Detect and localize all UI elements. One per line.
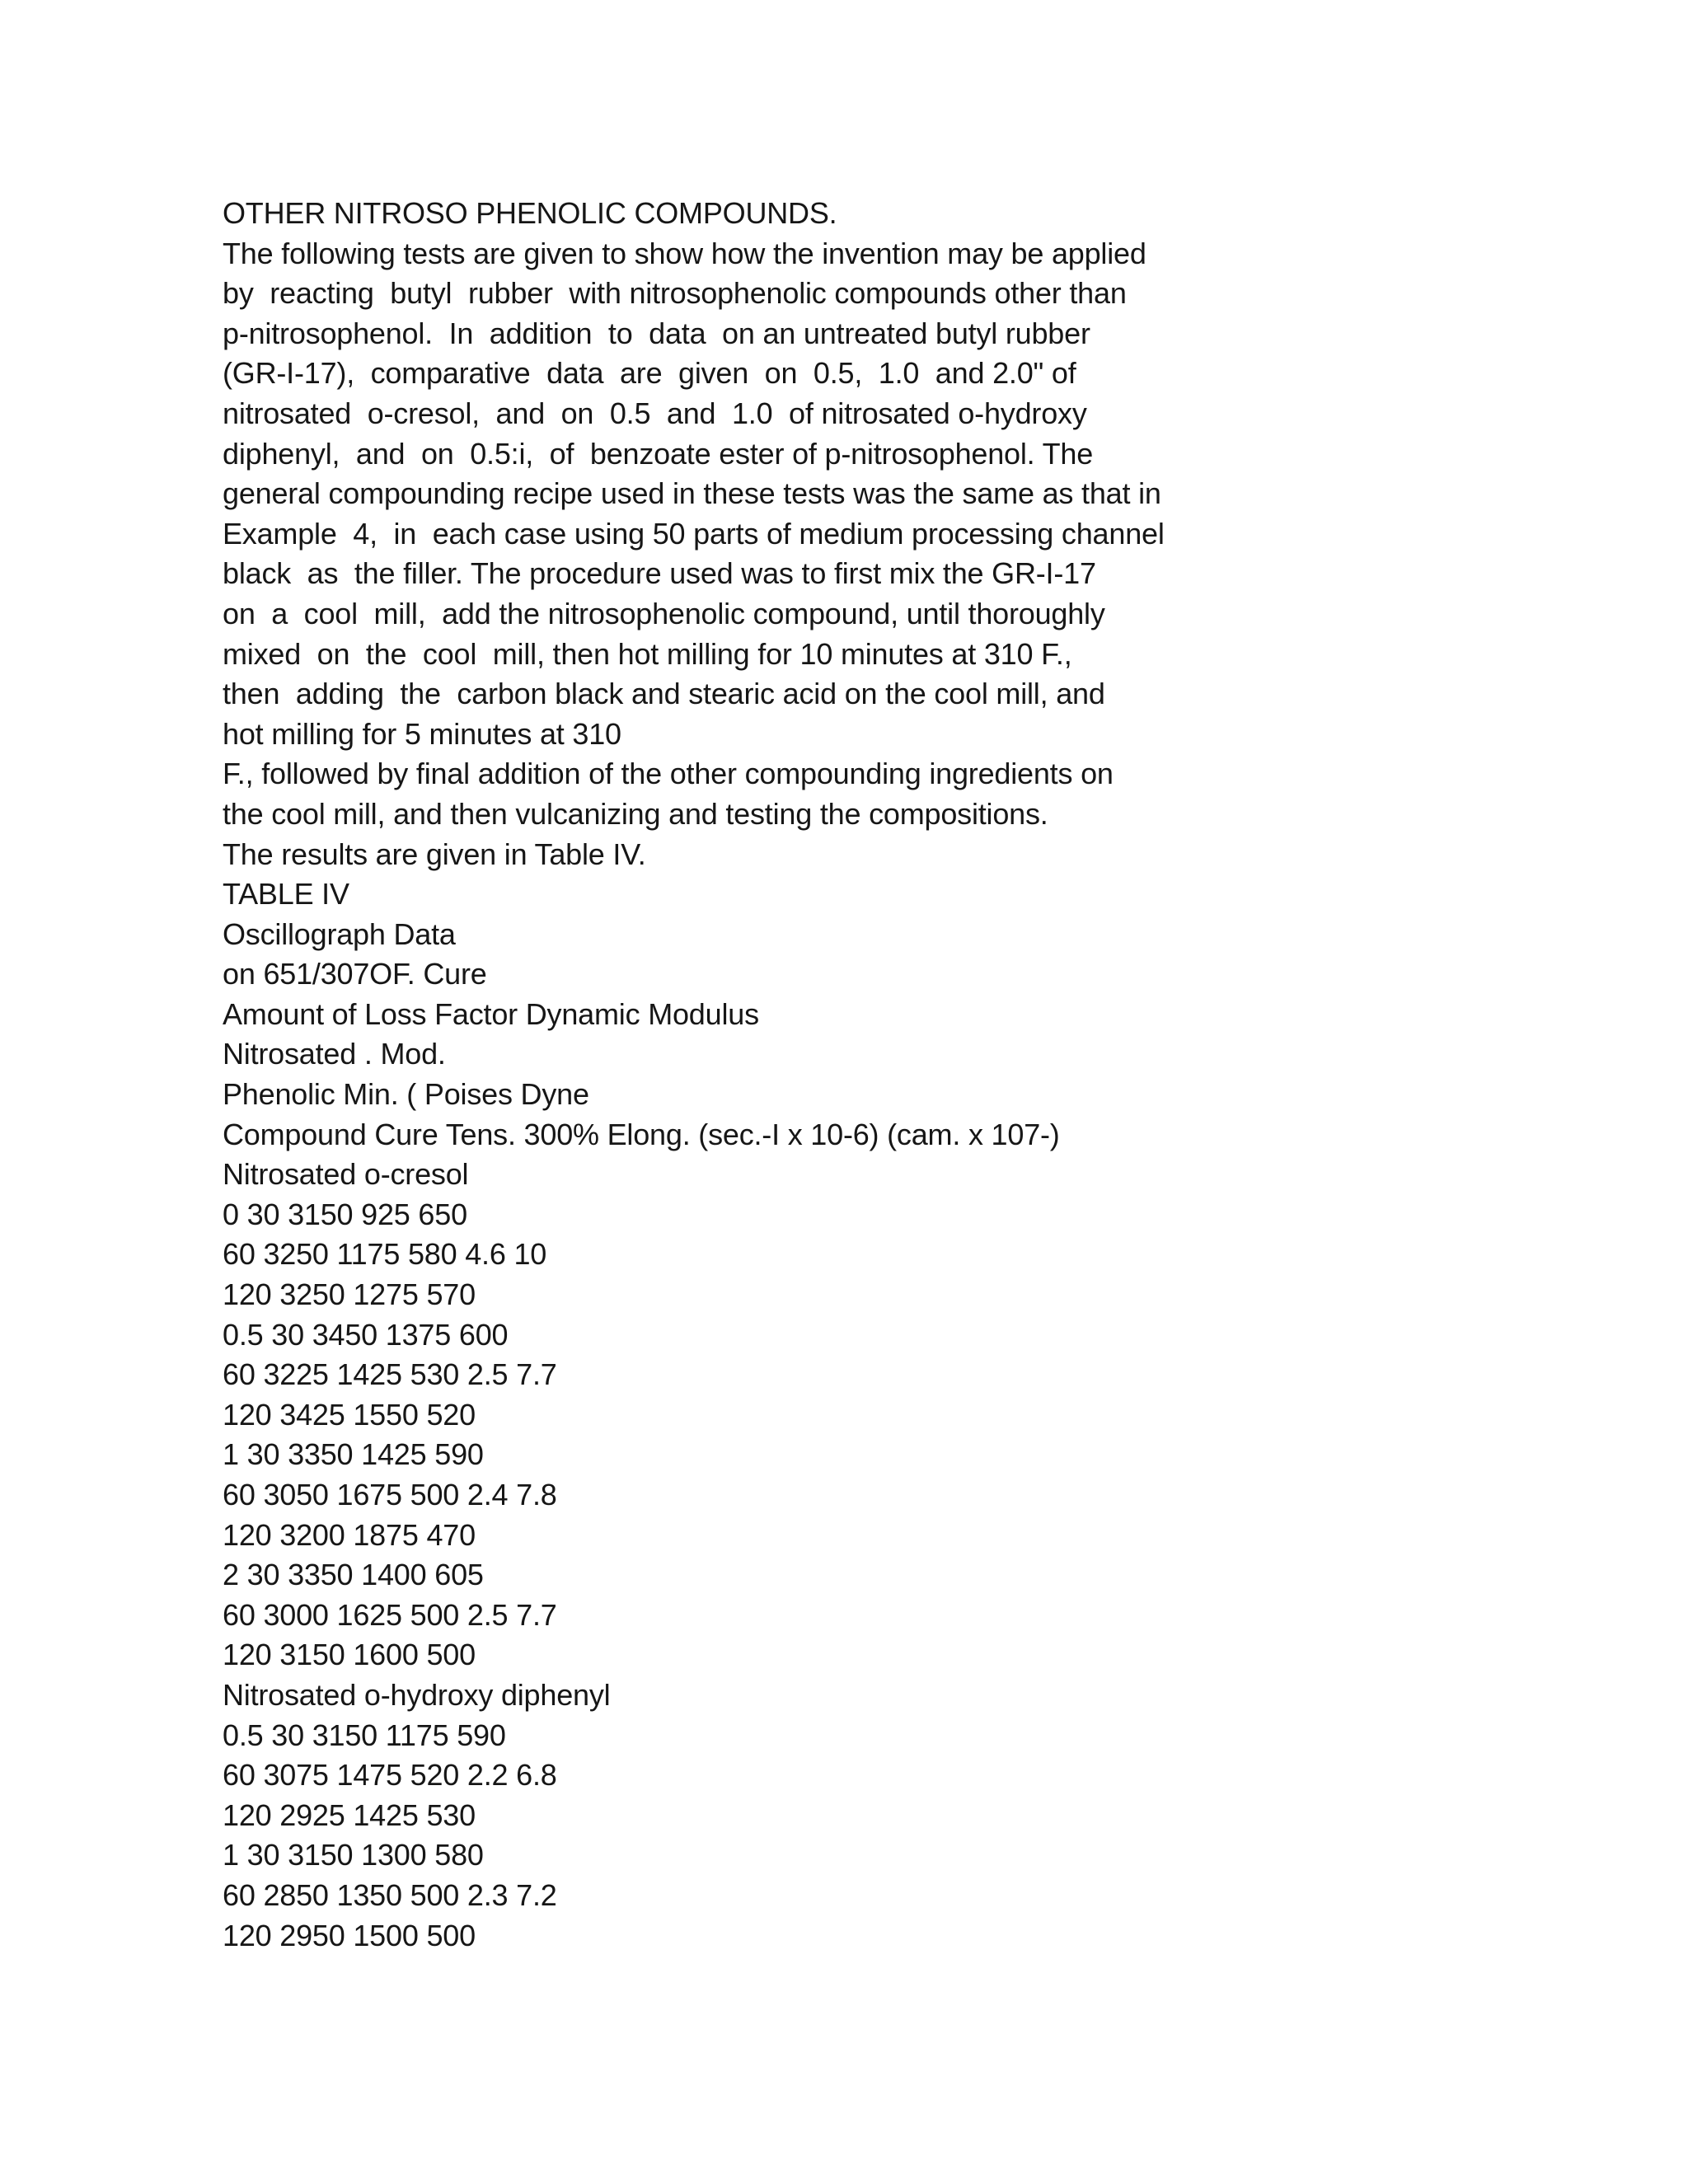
table-header-line: on 651/307OF. Cure: [223, 957, 487, 991]
table-header-line: Phenolic Min. ( Poises Dyne: [223, 1077, 589, 1112]
table-row: 0.5 30 3150 1175 590: [223, 1718, 506, 1752]
paragraph-line: then adding the carbon black and stearic acid on the cool mill, and: [223, 677, 1105, 711]
table-row: 0 30 3150 925 650: [223, 1197, 467, 1231]
section-heading: OTHER NITROSO PHENOLIC COMPOUNDS.: [223, 196, 837, 230]
table-row: 120 3150 1600 500: [223, 1638, 476, 1672]
table-row: 120 3425 1550 520: [223, 1397, 476, 1432]
table-header-line: Nitrosated . Mod.: [223, 1037, 446, 1071]
paragraph-line: nitrosated o-cresol, and on 0.5 and 1.0 of nitrosated o-hydroxy: [223, 396, 1087, 430]
table-header-line: Oscillograph Data: [223, 916, 456, 951]
paragraph-line: The results are given in Table IV.: [223, 837, 646, 871]
table-row: 0.5 30 3450 1375 600: [223, 1317, 509, 1352]
paragraph-line: by reacting butyl rubber with nitrosophenolic compounds other than: [223, 276, 1127, 311]
table-header-line: Amount of Loss Factor Dynamic Modulus: [223, 996, 759, 1031]
table-row: 2 30 3350 1400 605: [223, 1558, 484, 1592]
paragraph-line: (GR-I-17), comparative data are given on 0.5, 1.0 and 2.0" of: [223, 356, 1076, 391]
paragraph-line: the cool mill, and then vulcanizing and testing the compositions.: [223, 796, 1048, 831]
table-row: 120 3200 1875 470: [223, 1517, 476, 1552]
table-row: 1 30 3150 1300 580: [223, 1838, 484, 1872]
paragraph-line: black as the filler. The procedure used was to first mix the GR-I-17: [223, 556, 1096, 591]
paragraph-line: diphenyl, and on 0.5:i, of benzoate ester of p-nitrosophenol. The: [223, 436, 1094, 471]
paragraph-line: general compounding recipe used in these tests was the same as that in: [223, 476, 1161, 511]
table-row: 120 2925 1425 530: [223, 1797, 476, 1832]
table-group-label: Nitrosated o-cresol: [223, 1157, 469, 1192]
table-row: 60 3225 1425 530 2.5 7.7: [223, 1357, 557, 1392]
table-row: 60 3075 1475 520 2.2 6.8: [223, 1758, 557, 1793]
table-row: 60 2850 1350 500 2.3 7.2: [223, 1877, 557, 1912]
paragraph-line: on a cool mill, add the nitrosophenolic compound, until thoroughly: [223, 596, 1105, 630]
paragraph-line: mixed on the cool mill, then hot milling for 10 minutes at 310 F.,: [223, 636, 1072, 671]
paragraph-line: The following tests are given to show how the invention may be applied: [223, 236, 1146, 270]
table-title: TABLE IV: [223, 877, 349, 912]
table-row: 60 3250 1175 580 4.6 10: [223, 1237, 547, 1272]
table-header-line: Compound Cure Tens. 300% Elong. (sec.-I x 10-6) (cam. x 107-): [223, 1117, 1060, 1151]
paragraph-line: hot milling for 5 minutes at 310: [223, 716, 621, 751]
table-group-label: Nitrosated o-hydroxy diphenyl: [223, 1677, 611, 1712]
paragraph-line: p-nitrosophenol. In addition to data on an untreated butyl rubber: [223, 316, 1090, 350]
table-row: 1 30 3350 1425 590: [223, 1437, 484, 1472]
table-row: 60 3050 1675 500 2.4 7.8: [223, 1478, 557, 1511]
table-row: 120 3250 1275 570: [223, 1277, 476, 1312]
table-row: 120 2950 1500 500: [223, 1918, 476, 1952]
document-body: [223, 194, 1541, 1956]
table-row: 60 3000 1625 500 2.5 7.7: [223, 1597, 557, 1632]
paragraph-line: Example 4, in each case using 50 parts of medium processing channel: [223, 516, 1165, 551]
paragraph-line: F., followed by final addition of the other compounding ingredients on: [223, 757, 1114, 791]
